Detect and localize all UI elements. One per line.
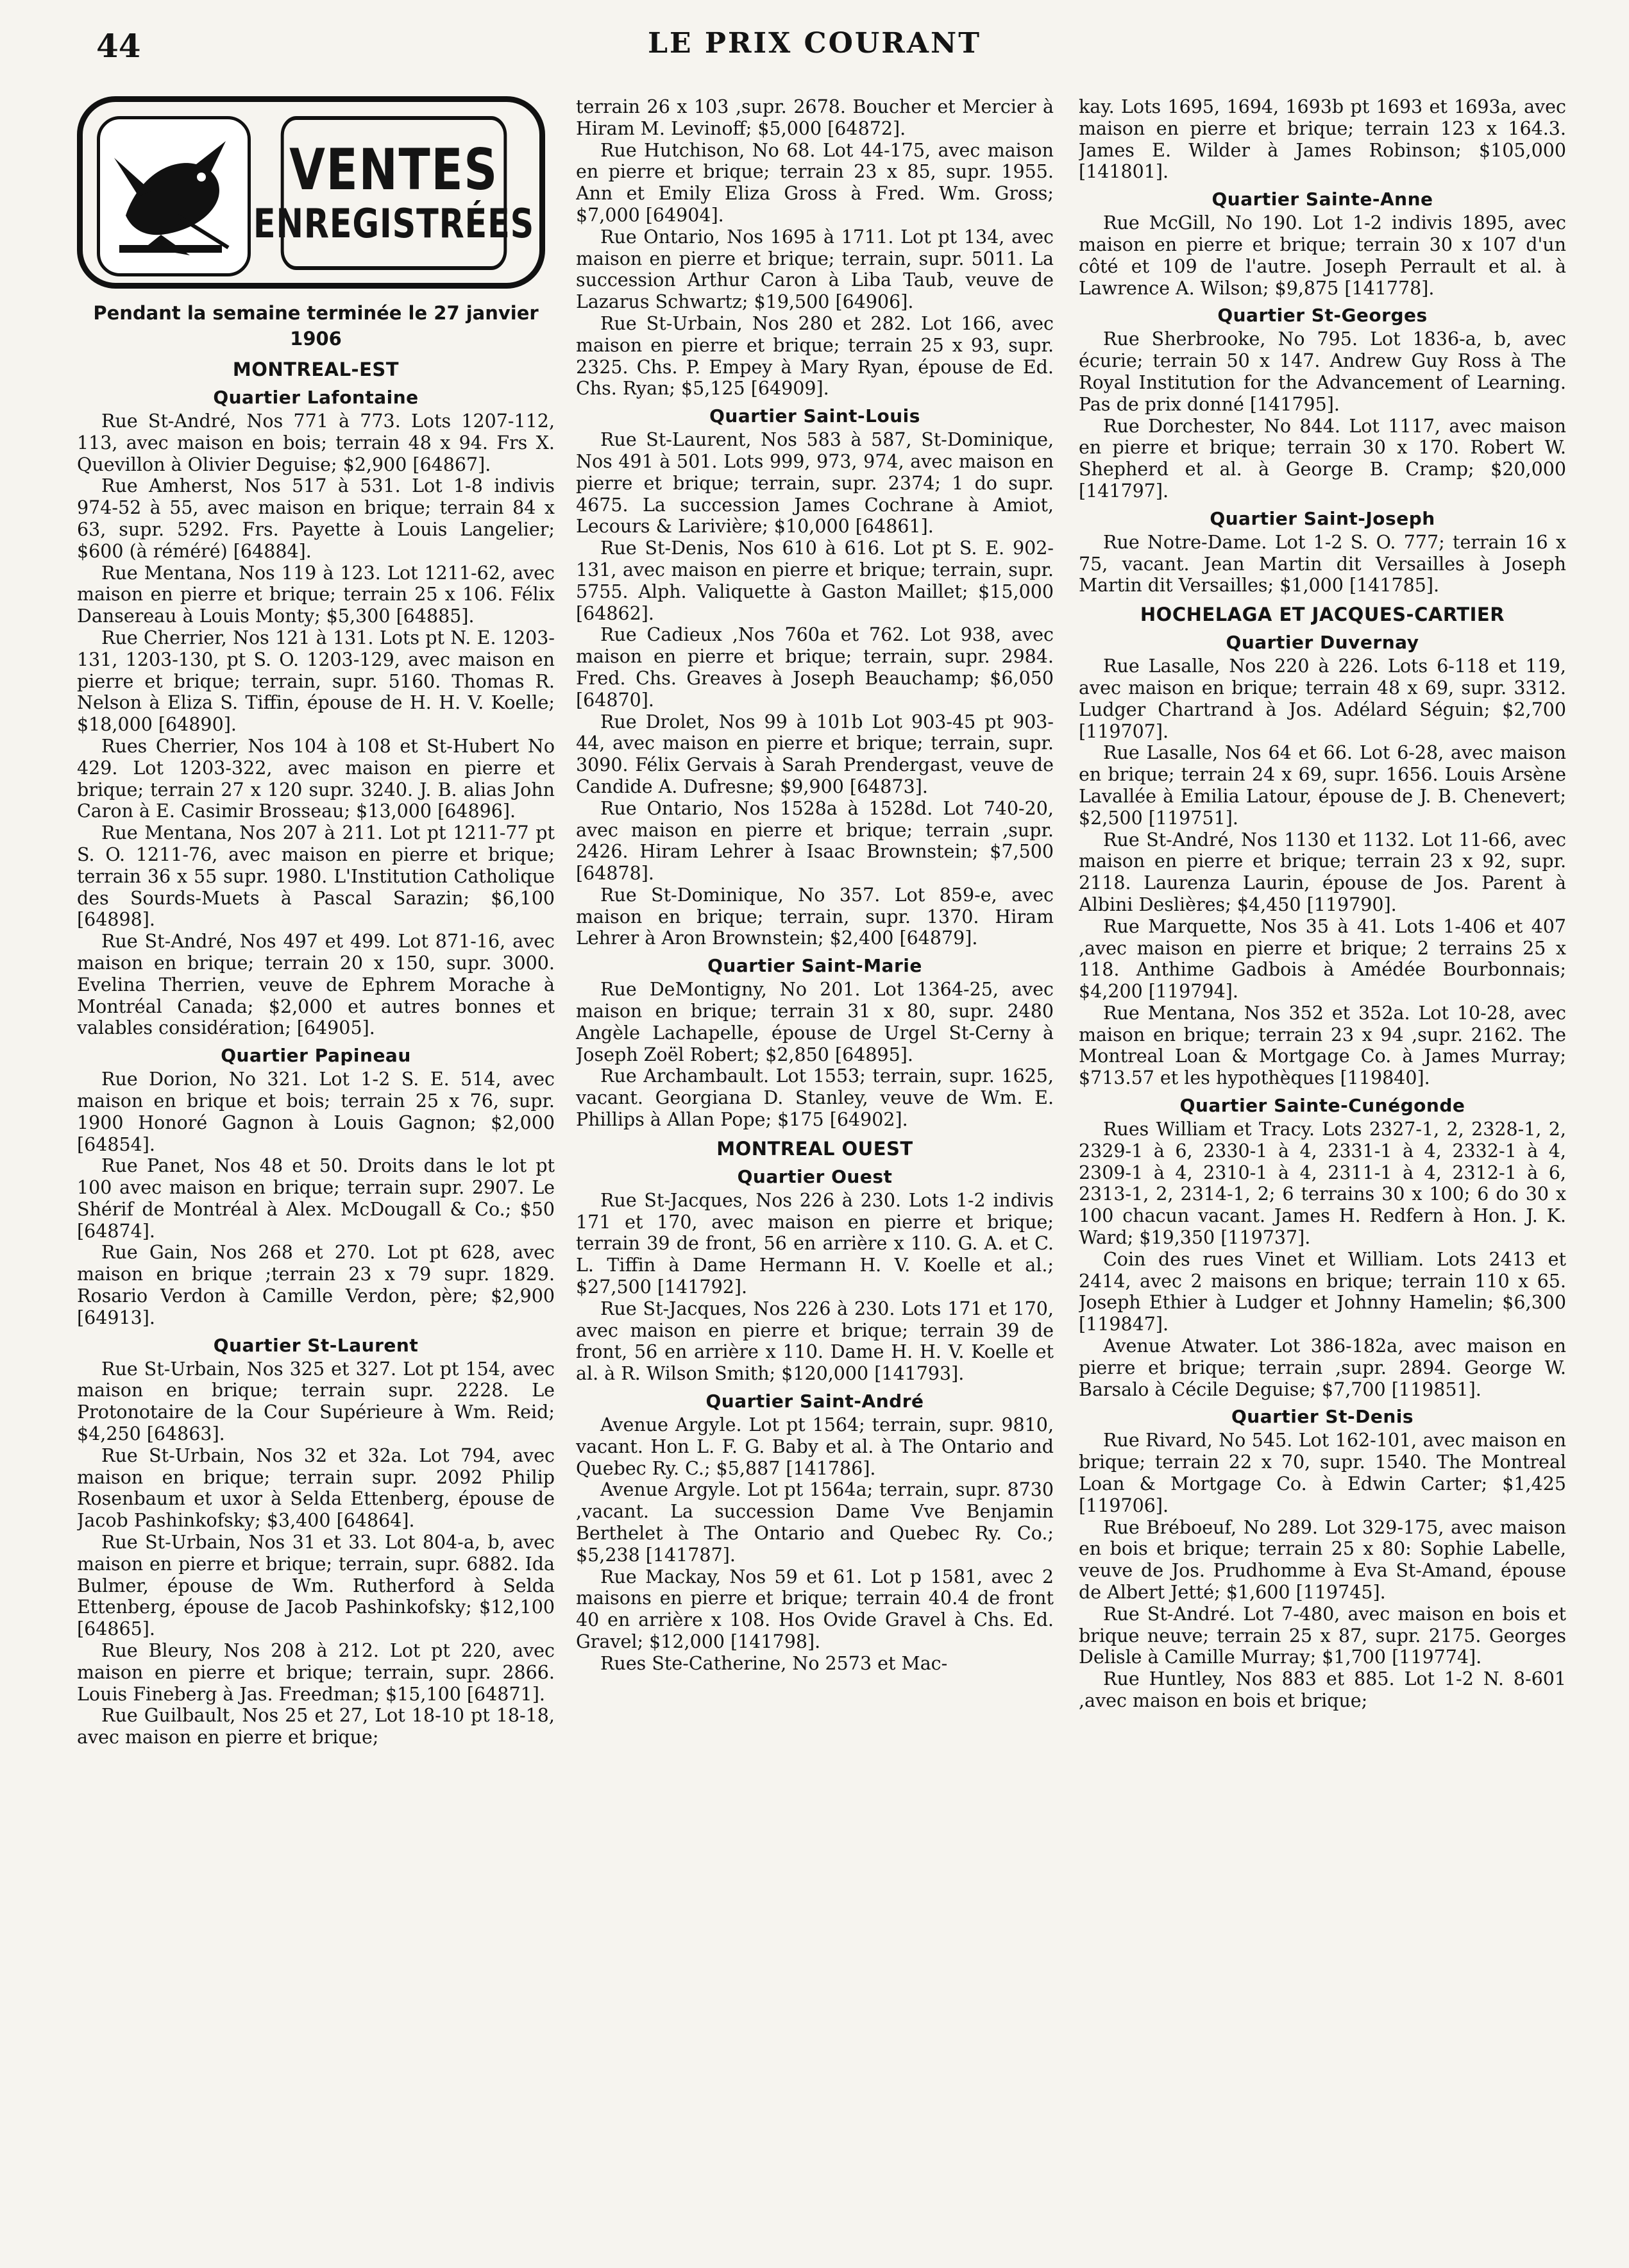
quartier-heading: Quartier Lafontaine (213, 387, 419, 408)
sale-entry: Avenue Argyle. Lot pt 1564a; terrain, supr. 8730 ,vacant. La succession Dame Vve Benjamin Berthelet à The Ontario and Quebec Ry. Co.; $5,238 [141787]. (576, 1479, 1054, 1566)
column-2-blocks (576, 96, 1054, 1675)
sale-entry: terrain 26 x 103 ,supr. 2678. Boucher et Mercier à Hiram M. Levinoff; $5,000 [64872]. (576, 96, 1054, 139)
sale-entry: Rue Amherst, Nos 517 à 531. Lot 1-8 indivis 974-52 à 55, avec maison en brique; terrain 84 x 63, supr. 5292. Frs. Payette à Louis Langelier; $600 (à réméré) [64884]. (77, 475, 555, 562)
sale-entry: Rue St-Dominique, No 357. Lot 859-e, avec maison en brique; terrain, supr. 1370. Hiram Lehrer à Aron Brownstein; $2,400 [64879]. (576, 884, 1054, 949)
sale-entry: Rue St-Jacques, Nos 226 à 230. Lots 1-2 indivis 171 et 170, avec maison en pierre et brique; terrain 39 de front, 56 en arrière x 110. G. A. et C. L. Tiffin à Dame Hermann H. V. Koelle et al.; $27,500 [141792]. (576, 1189, 1054, 1298)
sale-entry: Rue St-Laurent, Nos 583 à 587, St-Dominique, Nos 491 à 501. Lots 999, 973, 974, avec maison en pierre et brique; terrain, supr. 2374; 1 do supr. 4675. La succession James Cochrane à Amiot, Lecours & Larivière; $10,000 [64861]. (576, 429, 1054, 537)
quartier-heading: Quartier St-Georges (1217, 305, 1428, 326)
sale-entry: Rue Panet, Nos 48 et 50. Droits dans le lot pt 100 avec maison en brique; terrain supr. 2907. Le Shérif de Montréal à Alex. McDougall & Co.; $50 [64874]. (77, 1155, 555, 1242)
sale-entry: Rue Rivard, No 545. Lot 162-101, avec maison en brique; terrain 22 x 70, supr. 1540. The Montreal Loan & Mortgage Co. à Edwin Carter; $1,425 [119706]. (1079, 1430, 1566, 1516)
column-1 (77, 96, 555, 2255)
quartier-heading: Quartier Saint-Joseph (1210, 507, 1435, 529)
column-3 (1079, 96, 1566, 2255)
sale-entry: Rue St-Urbain, Nos 325 et 327. Lot pt 154, avec maison en brique; terrain supr. 2228. Le Protonotaire de la Cour Supérieure à Wm. Reid; $4,250 [64863]. (77, 1358, 555, 1445)
sale-entry: Avenue Atwater. Lot 386-182a, avec maison en pierre et brique; terrain ,supr. 2894. George W. Barsalo à Cécile Deguise; $7,700 [119851]. (1079, 1335, 1566, 1400)
sale-entry: Rue Huntley, Nos 883 et 885. Lot 1-2 N. 8-601 ,avec maison en bois et brique; (1079, 1668, 1566, 1711)
sale-entry: Rue Ontario, Nos 1528a à 1528d. Lot 740-20, avec maison en pierre et brique; terrain ,supr. 2426. Hiram Lehrer à Isaac Brownstein; $7,500 [64878]. (576, 797, 1054, 884)
page-number: 44 (96, 27, 141, 65)
district-heading: HOCHELAGA ET JACQUES-CARTIER (1140, 604, 1505, 626)
quartier-heading: Quartier St-Denis (1231, 1406, 1414, 1428)
quartier-heading: Quartier Sainte-Cunégonde (1179, 1095, 1465, 1117)
sale-entry: Rue DeMontigny, No 201. Lot 1364-25, avec maison en brique; terrain 31 x 80, supr. 2480 Angèle Lachapelle, épouse de Urgel St-Cerny à Joseph Zoël Robert; $2,850 [64895]. (576, 979, 1054, 1065)
sale-entry: Rue Dorchester, No 844. Lot 1117, avec maison en pierre et brique; terrain 30 x 170. Robert W. Shepherd et al. à George B. Cramp; $20,000 [141797]. (1079, 415, 1566, 502)
sale-entry: Rue Mentana, Nos 207 à 211. Lot pt 1211-77 pt S. O. 1211-76, avec maison en pierre et brique; terrain 36 x 55 supr. 1980. L'Institution Catholique des Sourds-Muets à Pascal Sarazin; $6,100 [64898]. (77, 822, 555, 931)
quartier-heading: Quartier Saint-André (705, 1391, 924, 1412)
sale-entry: Coin des rues Vinet et William. Lots 2413 et 2414, avec 2 maisons en brique; terrain 110 x 65. Joseph Ethier à Ludger et Johnny Hamelin; $6,300 [119847]. (1079, 1248, 1566, 1335)
sale-entry: Rue Ontario, Nos 1695 à 1711. Lot pt 134, avec maison en pierre et brique; terrain, supr. 5011. La succession Arthur Caron à Liba Taub, veuve de Lazarus Schwartz; $19,500 [64906]. (576, 226, 1054, 313)
sale-entry: Rue Mentana, Nos 119 à 123. Lot 1211-62, avec maison en pierre et brique; terrain 25 x 106. Félix Dansereau à Louis Monty; $5,300 [64885]. (77, 562, 555, 627)
sale-entry: Rue Bleury, Nos 208 à 212. Lot pt 220, avec maison en pierre et brique; terrain, supr. 2866. Louis Fineberg à Jas. Freedman; $15,100 [64871]. (77, 1640, 555, 1705)
sale-entry: Rue Dorion, No 321. Lot 1-2 S. E. 514, avec maison en brique et bois; terrain 25 x 76, supr. 1900 Honoré Gagnon à Louis Gagnon; $2,000 [64854]. (77, 1069, 555, 1155)
sale-entry: Rue McGill, No 190. Lot 1-2 indivis 1895, avec maison en pierre et brique; terrain 30 x 107 d'un côté et 109 de l'autre. Joseph Perrault et al. à Lawrence A. Wilson; $9,875 [141778]. (1079, 212, 1566, 299)
quartier-heading: Quartier Duvernay (1226, 632, 1419, 654)
sale-entry: Rue Sherbrooke, No 795. Lot 1836-a, b, avec écurie; terrain 50 x 147. Andrew Guy Ross à The Royal Institution for the Advancement of Learning. Pas de prix donné [141795]. (1079, 328, 1566, 415)
sale-entry: Rues Cherrier, Nos 104 à 108 et St-Hubert No 429. Lot 1203-322, avec maison en pierre et brique; terrain 27 x 120 supr. 3240. J. B. alias John Caron à E. Casimir Brosseau; $13,000 [64896]. (77, 735, 555, 822)
sale-entry: Rue St-André, Nos 1130 et 1132. Lot 11-66, avec maison en pierre et brique; terrain 23 x 92, supr. 2118. Laurenza Laurin, épouse de Jos. Parent à Albini Deslières; $4,450 [119790]. (1079, 829, 1566, 915)
sale-entry: Rue Mackay, Nos 59 et 61. Lot p 1581, avec 2 maisons en pierre et brique; terrain 40.4 de front 40 en arrière x 108. Hos Ovide Gravel à Chs. Ed. Gravel; $12,000 [141798]. (576, 1566, 1054, 1652)
sale-entry: Rue St-André, Nos 497 et 499. Lot 871-16, avec maison en brique; terrain 20 x 150, supr. 3000. Evelina Therrien, veuve de Ephrem Morache à Montréal Canada; $2,000 et autres bonnes et valables considération; [64905]. (77, 931, 555, 1039)
sale-entry: Rue Cadieux ,Nos 760a et 762. Lot 938, avec maison en pierre et brique; terrain, supr. 2984. Fred. Chs. Greaves à Joseph Beauchamp; $6,050 [64870]. (576, 624, 1054, 711)
sale-entry: Rue Gain, Nos 268 et 270. Lot pt 628, avec maison en brique ;terrain 23 x 79 supr. 1829. Rosario Verdon à Camille Verdon, père; $2,900 [64913]. (77, 1242, 555, 1328)
sale-entry: Rue Archambault. Lot 1553; terrain, supr. 1625, vacant. Georgiana D. Stanley, veuve de Wm. E. Phillips à Allan Pope; $175 [64902]. (576, 1065, 1054, 1131)
sale-entry: Rue Mentana, Nos 352 et 352a. Lot 10-28, avec maison en brique; terrain 23 x 94 ,supr. 2162. The Montreal Loan & Mortgage Co. à James Murray; $713.57 et les hypothèques [119840]. (1079, 1002, 1566, 1089)
sale-entry: Rues Ste-Catherine, No 2573 et Mac- (600, 1652, 948, 1674)
quartier-heading: Quartier Sainte-Anne (1211, 189, 1433, 210)
column-3-blocks (1079, 96, 1566, 1712)
logo-line-ventes: VENTES (289, 137, 498, 203)
quartier-heading: Quartier Ouest (737, 1165, 893, 1187)
sale-entry: Rue St-André. Lot 7-480, avec maison en bois et brique neuve; terrain 25 x 87, supr. 2175. Georges Delisle à Camille Murray; $1,700 [119774]. (1079, 1603, 1566, 1668)
district-heading: MONTREAL OUEST (716, 1137, 913, 1160)
ventes-enregistrees-logo (77, 96, 545, 289)
sale-entry: Rue Lasalle, Nos 220 à 226. Lots 6-118 et 119, avec maison en brique; terrain 48 x 69, supr. 3312. Ludger Chartrand à Jos. Adélard Séguin; $2,700 [119707]. (1079, 656, 1566, 742)
column-1-blocks (77, 358, 555, 1748)
column-2 (576, 96, 1054, 2255)
sale-entry: Rue St-André, Nos 771 à 773. Lots 1207-112, 113, avec maison en bois; terrain 48 x 94. Frs X. Quevillon à Olivier Deguise; $2,900 [64867]. (77, 410, 555, 475)
sale-entry: Rue St-Denis, Nos 610 à 616. Lot pt S. E. 902-131, avec maison en pierre et brique; terrain, supr. 5755. Alph. Valiquette à Gaston Maillet; $15,000 [64862]. (576, 537, 1054, 624)
period-subtitle: Pendant la semaine terminée le 27 janvier 1906 (93, 302, 539, 350)
sale-entry: Rue St-Urbain, Nos 31 et 33. Lot 804-a, b, avec maison en pierre et brique; terrain, supr. 6882. Ida Bulmer, épouse de Wm. Rutherford à Selda Ettenberg, épouse de Jacob Pashinkofsky; $12,100 [64865]. (77, 1532, 555, 1640)
sale-entry: Rue Drolet, Nos 99 à 101b Lot 903-45 pt 903-44, avec maison en pierre et brique; terrain, supr. 3090. Félix Gervais à Sarah Prendergast, veuve de Candide A. Dufresne; $9,900 [64873]. (576, 711, 1054, 797)
sale-entry: Rue Cherrier, Nos 121 à 131. Lots pt N. E. 1203-131, 1203-130, pt S. O. 1203-129, avec maison en pierre et brique; terrain, supr. 5160. Thomas R. Nelson à Eliza S. Tiffin, épouse de H. H. V. Koelle; $18,000 [64890]. (77, 627, 555, 736)
bird-with-quill-icon (97, 116, 251, 276)
quartier-heading: Quartier Saint-Louis (709, 405, 920, 427)
sale-entry: Rue Lasalle, Nos 64 et 66. Lot 6-28, avec maison en brique; terrain 24 x 69, supr. 1656. Louis Arsène Lavallée à Emilia Latour, épouse de J. B. Chenevert; $2,500 [119751]. (1079, 742, 1566, 829)
quartier-heading: Quartier Papineau (221, 1045, 411, 1067)
logo-text (253, 116, 535, 270)
sale-entry: Rue Bréboeuf, No 289. Lot 329-175, avec maison en bois et brique; terrain 25 x 80: Sophie Labelle, veuve de Jos. Prudhomme à Eva St-Amand, épouse de Albert Jetté; $1,600 [119745]. (1079, 1516, 1566, 1604)
quartier-heading: Quartier Saint-Marie (707, 955, 922, 977)
sale-entry: Rue St-Jacques, Nos 226 à 230. Lots 171 et 170, avec maison en pierre et brique; terrain 39 de front, 56 en arrière x 110. Dame H. H. V. Koelle et al. à R. Wilson Smith; $120,000 [141793]. (576, 1298, 1054, 1385)
logo-line-enregistrees: ENREGISTRÉES (253, 200, 535, 247)
district-heading: MONTREAL-EST (232, 359, 400, 380)
sale-entry: Rue Notre-Dame. Lot 1-2 S. O. 777; terrain 16 x 75, vacant. Jean Martin dit Versailles à Joseph Martin dit Versailles; $1,000 [141785]. (1079, 531, 1566, 597)
running-title: LE PRIX COURANT (648, 27, 981, 60)
sale-entry: kay. Lots 1695, 1694, 1693b pt 1693 et 1693a, avec maison en pierre et brique; terrain 123 x 164.3. James E. Wilder à James Robinson; $105,000 [141801]. (1079, 96, 1566, 183)
sale-entry: Rue Hutchison, No 68. Lot 44-175, avec maison en pierre et brique; terrain 23 x 85, supr. 1955. Ann et Emily Eliza Gross à Fred. Wm. Gross; $7,000 [64904]. (576, 139, 1054, 226)
sale-entry: Avenue Argyle. Lot pt 1564; terrain, supr. 9810, vacant. Hon L. F. G. Baby et al. à The Ontario and Quebec Ry. C.; $5,887 [141786]. (576, 1414, 1054, 1479)
sale-entry: Rue St-Urbain, Nos 280 et 282. Lot 166, avec maison en pierre et brique; terrain 25 x 93, supr. 2325. Chs. P. Empey à Mary Ryan, épouse de Ed. Chs. Ryan; $5,125 [64909]. (576, 312, 1054, 400)
sale-entry: Rue St-Urbain, Nos 32 et 32a. Lot 794, avec maison en brique; terrain supr. 2092 Philip Rosenbaum et uxor à Selda Ettenberg, épouse de Jacob Pashinkofsky; $3,400 [64864]. (77, 1444, 555, 1532)
sale-entry: Rue Guilbault, Nos 25 et 27, Lot 18-10 pt 18-18, avec maison en pierre et brique; (77, 1705, 555, 1748)
sale-entry: Rues William et Tracy. Lots 2327-1, 2, 2328-1, 2, 2329-1 à 6, 2330-1 à 4, 2331-1 à 4, 2332-1 à 4, 2309-1 à 4, 2310-1 à 4, 2311-1 à 4, 2312-1 à 6, 2313-1, 2, 2314-1, 2; 6 terrains 30 x 100; 6 do 30 x 100 chacun vacant. James H. Redfern à Hon. J. K. Ward; $19,350 [119737]. (1079, 1119, 1566, 1249)
sale-entry: Rue Marquette, Nos 35 à 41. Lots 1-406 et 407 ,avec maison en pierre et brique; 2 terrains 25 x 118. Anthime Gadbois à Amédée Bourbonnais; $4,200 [119794]. (1079, 915, 1566, 1003)
quartier-heading: Quartier St-Laurent (213, 1334, 419, 1356)
